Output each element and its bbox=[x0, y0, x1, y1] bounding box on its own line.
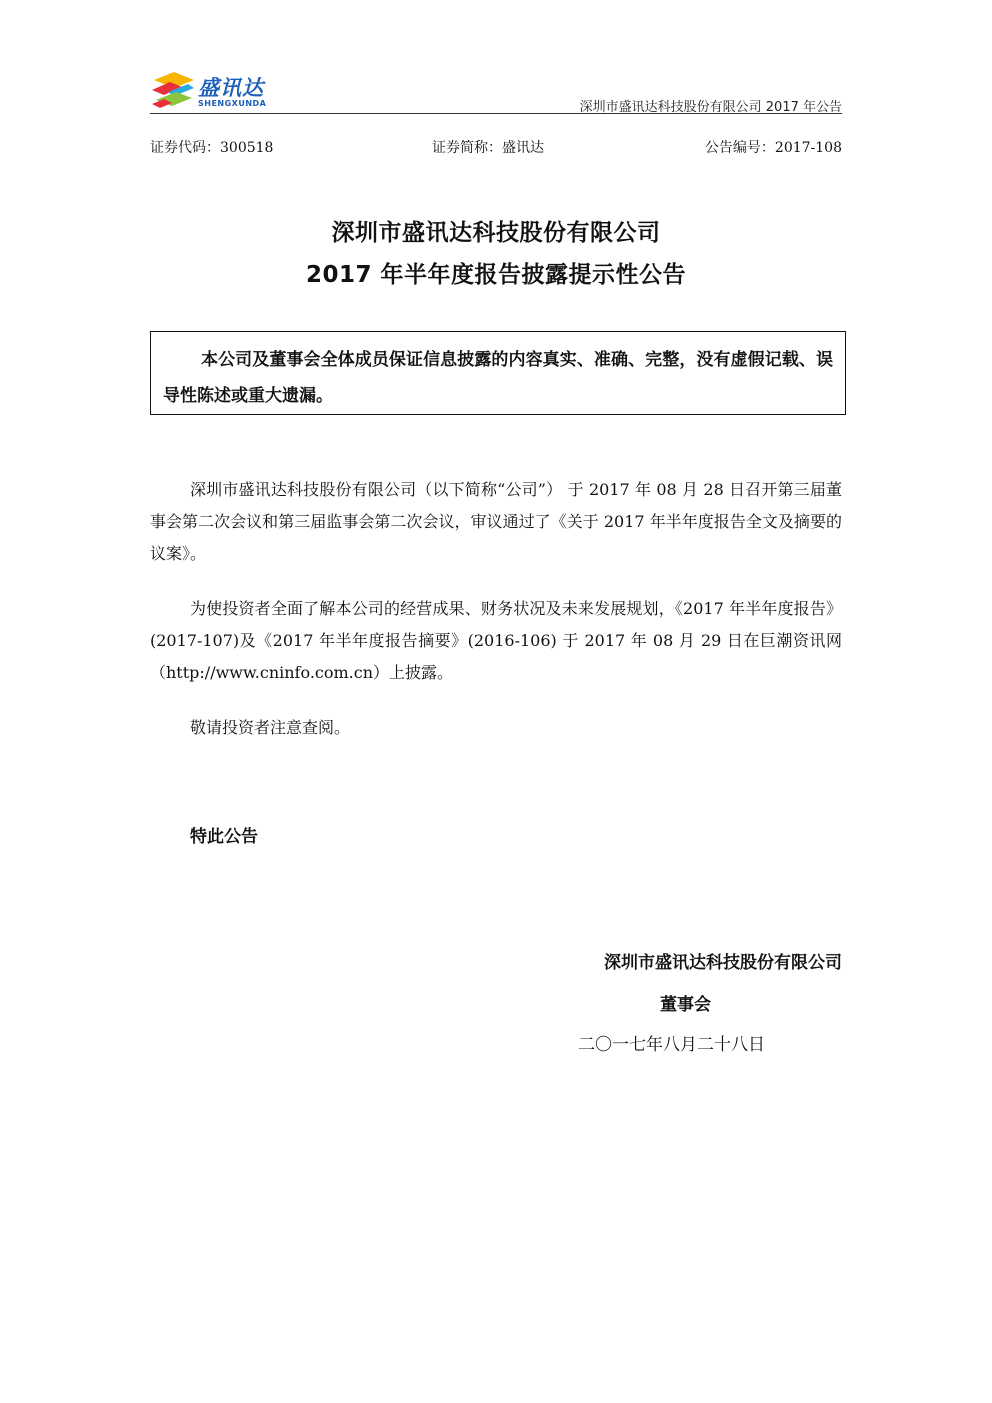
header-title: 深圳市盛讯达科技股份有限公司 2017 年公告 bbox=[579, 100, 842, 115]
logo-chinese-name: 盛讯达 bbox=[198, 76, 264, 100]
signature-date: 二〇一七年八月二十八日 bbox=[578, 1035, 765, 1055]
board-guarantee-notice: 本公司及董事会全体成员保证信息披露的内容真实、准确、完整，没有虚假记载、误导性陈述或重大遗漏。 bbox=[150, 331, 846, 415]
body-paragraph-3: 敬请投资者注意查阅。 bbox=[190, 718, 351, 737]
company-logo bbox=[150, 70, 280, 112]
signature-board: 董事会 bbox=[660, 995, 711, 1015]
signature-company: 深圳市盛讯达科技股份有限公司 bbox=[604, 953, 842, 973]
page-header bbox=[150, 68, 842, 115]
header-divider bbox=[150, 113, 842, 114]
body-paragraph-2: 为使投资者全面了解本公司的经营成果、财务状况及未来发展规划，《2017 年半年度报告》(2017-107)及《2017 年半年度报告摘要》(2016-106) 于 2017 年 08 月 29 日在巨潮资讯网（http://www.cninfo.com.cn）上披露。 bbox=[150, 599, 842, 682]
document-title-line1: 深圳市盛讯达科技股份有限公司 bbox=[331, 220, 661, 246]
announcement-number: 公告编号：2017-108 bbox=[704, 140, 842, 156]
security-code: 证券代码：300518 bbox=[150, 140, 274, 156]
body-paragraph-1: 深圳市盛讯达科技股份有限公司（以下简称“公司”） 于 2017 年 08 月 28 日召开第三届董事会第二次会议和第三届监事会第二次会议，审议通过了《关于 2017 年半年度报告全文及摘要的议案》。 bbox=[150, 480, 842, 563]
closing-statement: 特此公告 bbox=[190, 827, 258, 847]
security-abbreviation: 证券简称：盛讯达 bbox=[432, 140, 544, 156]
document-meta bbox=[150, 137, 842, 159]
document-title-line2: 2017 年半年度报告披露提示性公告 bbox=[305, 262, 687, 288]
logo-english-name: SHENGXUNDA bbox=[198, 99, 267, 108]
logo-mark-icon bbox=[150, 70, 196, 112]
